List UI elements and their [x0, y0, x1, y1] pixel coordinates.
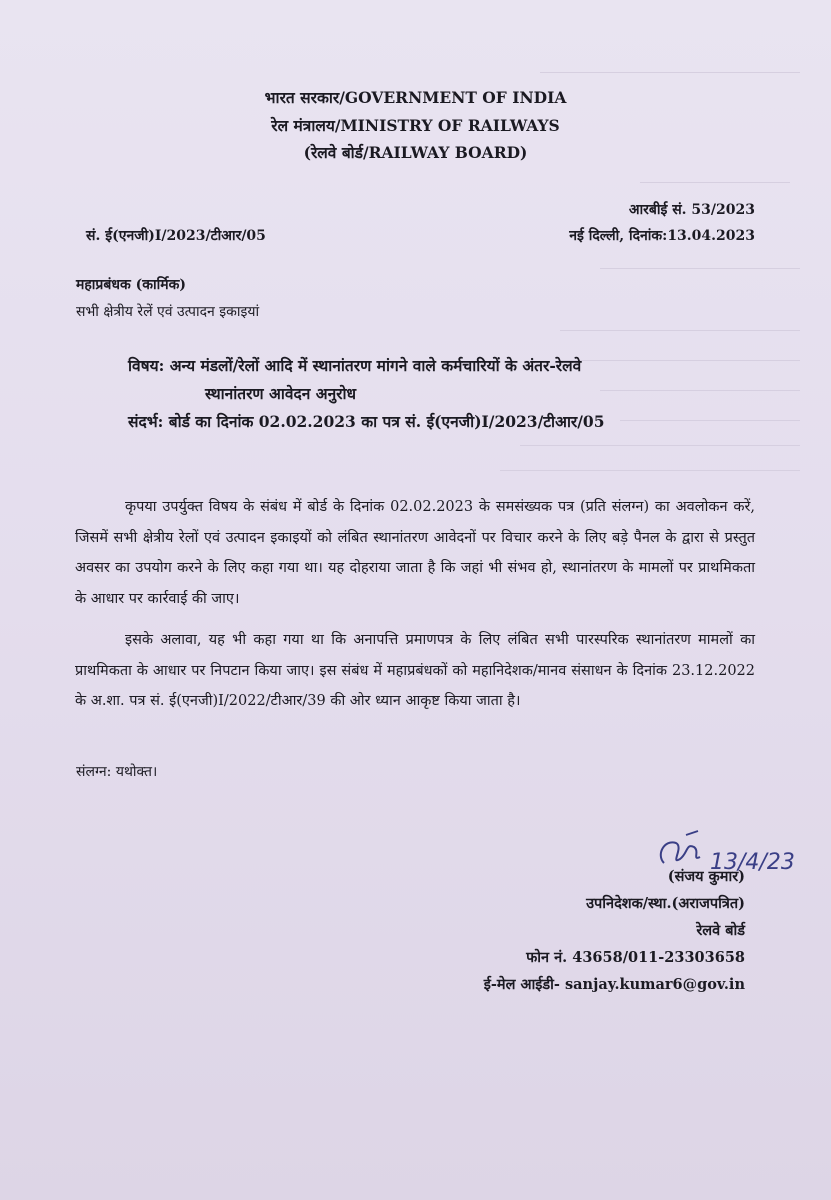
subject-line: विषय: अन्य मंडलों/रेलों आदि में स्थानांतरण मांगने वाले कर्मचारियों के अंतर-रेलवे: [128, 356, 582, 375]
signatory-designation: उपनिदेशक/स्था.(अराजपत्रित): [586, 895, 745, 912]
bleed-through-line: [560, 330, 800, 331]
bleed-through-line: [600, 390, 800, 391]
rbe-number: आरबीई सं. 53/2023: [628, 202, 755, 218]
bleed-through-line: [600, 268, 800, 269]
addressee-title: महाप्रबंधक (कार्मिक): [76, 277, 187, 293]
file-number: सं. ई(एनजी)I/2023/टीआर/05: [86, 228, 266, 244]
header-ministry: रेल मंत्रालय/MINISTRY OF RAILWAYS: [271, 116, 560, 135]
bleed-through-line: [500, 470, 800, 471]
body-paragraph-1: कृपया उपर्युक्त विषय के संबंध में बोर्ड के दिनांक 02.02.2023 के समसंख्यक पत्र (प्रति संलग्न) का अवलोकन करें, जिसमें सभी क्षेत्रीय रेलों एवं उत्पादन इकाइयों को लंबित स्थानांतरण आवेदनों पर विचार करने के लिए बड़े पैनल के द्वारा से प्रस्तुत अवसर का उपयोग करने के लिए कहा गया था। यह दोहराया जाता है कि जहां भी संभव हो, स्थानांतरण के मामलों पर प्राथमिकता के आधार पर कार्रवाई की जाए।: [75, 499, 755, 607]
enclosure-note: संलग्न: यथोक्त।: [76, 764, 158, 780]
body-paragraph-2: इसके अलावा, यह भी कहा गया था कि अनापत्ति प्रमाणपत्र के लिए लंबित सभी पारस्परिक स्थानांतरण मामलों का प्राथमिकता के आधार पर निपटान किया जाए। इस संबंध में महाप्रबंधकों को महानिदेशक/मानव संसाधन के दिनांक 23.12.2022 के अ.शा. पत्र सं. ई(एनजी)I/2022/टीआर/39 की ओर ध्यान आकृष्ट किया जाता है।: [75, 632, 755, 709]
bleed-through-line: [520, 445, 800, 446]
signatory-email: ई-मेल आईडी- sanjay.kumar6@gov.in: [483, 976, 745, 993]
addressee-recipients: सभी क्षेत्रीय रेलें एवं उत्पादन इकाइयां: [76, 304, 260, 320]
header-government: भारत सरकार/GOVERNMENT OF INDIA: [264, 88, 567, 107]
bleed-through-line: [540, 72, 800, 73]
subject-reference: संदर्भ: बोर्ड का दिनांक 02.02.2023 का पत्र सं. ई(एनजी)I/2023/टीआर/05: [128, 412, 605, 431]
header-board: (रेलवे बोर्ड/RAILWAY BOARD): [303, 143, 528, 162]
bleed-through-line: [560, 360, 800, 361]
place-date: नई दिल्ली, दिनांक:13.04.2023: [569, 228, 755, 244]
signatory-name: (संजय कुमार): [667, 868, 745, 885]
bleed-through-line: [640, 182, 790, 183]
signatory-phone: फोन नं. 43658/011-23303658: [526, 949, 745, 966]
bleed-through-line: [620, 420, 800, 421]
handwritten-date: 13/4/23: [710, 850, 795, 875]
subject-line-cont: स्थानांतरण आवेदन अनुरोध: [205, 384, 357, 403]
signatory-office: रेलवे बोर्ड: [696, 922, 745, 939]
